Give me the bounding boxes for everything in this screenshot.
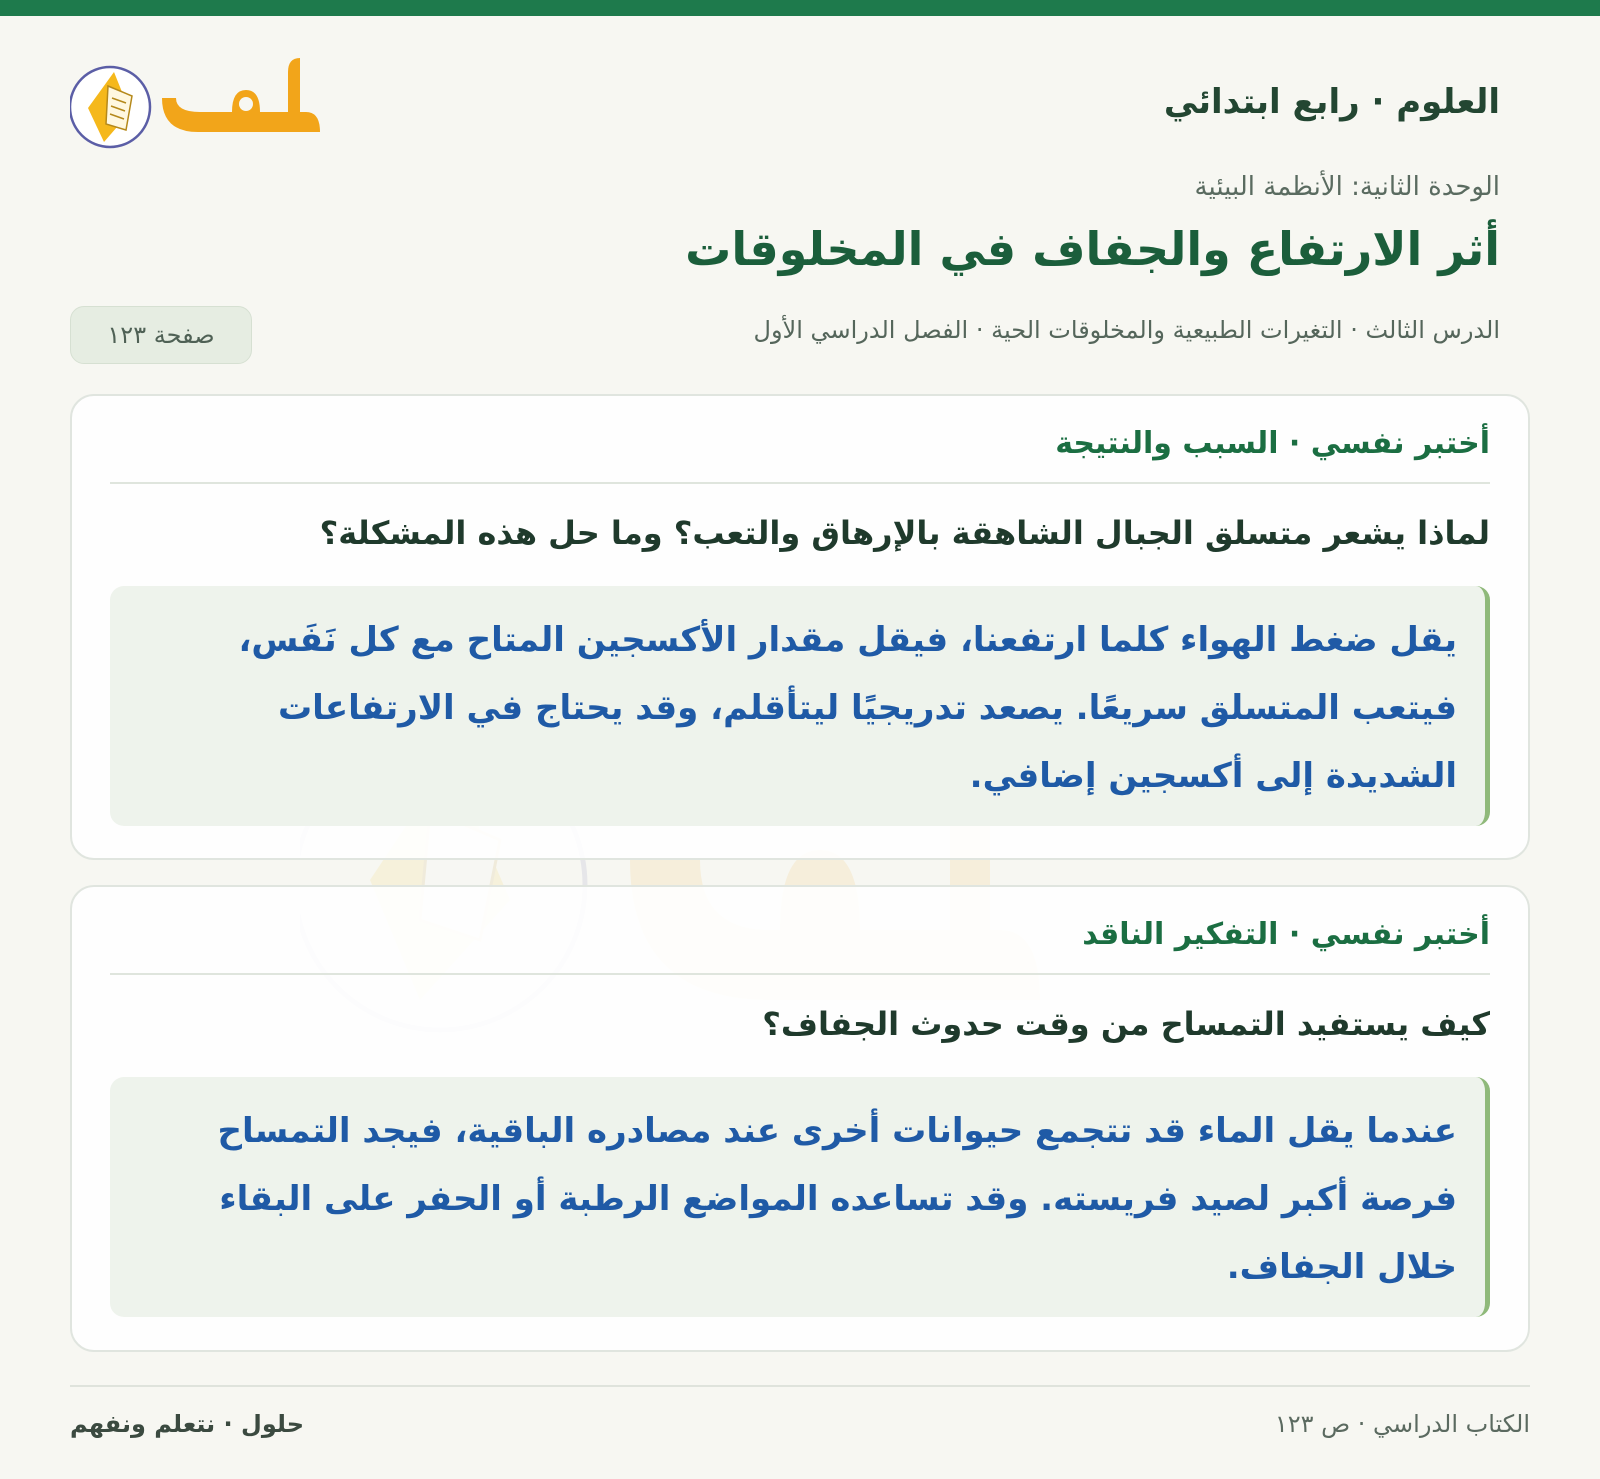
card-divider xyxy=(110,482,1490,484)
card-title: أختبر نفسي · السبب والنتيجة xyxy=(1055,426,1490,461)
answer-box: يقل ضغط الهواء كلما ارتفعنا، فيقل مقدار الأكسجين المتاح مع كل نَفَس، فيتعب المتسلق سريعًا. يصعد تدريجيًا ليتأقلم، وقد يحتاج في الارتفاعات الشديدة إلى أكسجين إضافي. xyxy=(110,586,1490,826)
lesson-title: أثر الارتفاع والجفاف في المخلوقات xyxy=(685,222,1500,276)
question-text: لماذا يشعر متسلق الجبال الشاهقة بالإرهاق والتعب؟ وما حل هذه المشكلة؟ xyxy=(319,514,1490,552)
footer-divider xyxy=(70,1385,1530,1387)
answer-box: عندما يقل الماء قد تتجمع حيوانات أخرى عند مصادره الباقية، فيجد التمساح فرصة أكبر لصيد فريسته. وقد تساعده المواضع الرطبة أو الحفر على البقاء خلال الجفاف. xyxy=(110,1077,1490,1317)
brand-logo[interactable] xyxy=(70,50,330,160)
question-card xyxy=(70,885,1530,1352)
footer-brand-slogan: حلول · نتعلم ونفهم xyxy=(70,1410,304,1438)
card-divider xyxy=(110,973,1490,975)
page-number-badge: صفحة ١٢٣ xyxy=(70,306,252,364)
card-title: أختبر نفسي · التفكير الناقد xyxy=(1082,917,1490,952)
subject-title: العلوم · رابع ابتدائي xyxy=(1163,82,1500,122)
page-header xyxy=(70,50,1500,160)
question-text: كيف يستفيد التمساح من وقت حدوث الجفاف؟ xyxy=(762,1005,1490,1043)
top-accent-bar xyxy=(0,0,1600,16)
footer-page-reference: الكتاب الدراسي · ص ١٢٣ xyxy=(1274,1410,1530,1438)
question-card xyxy=(70,394,1530,860)
unit-label: الوحدة الثانية: الأنظمة البيئية xyxy=(1194,172,1500,202)
lesson-meta: الدرس الثالث · التغيرات الطبيعية والمخلوقات الحية · الفصل الدراسي الأول xyxy=(753,316,1500,344)
book-icon xyxy=(70,50,330,160)
